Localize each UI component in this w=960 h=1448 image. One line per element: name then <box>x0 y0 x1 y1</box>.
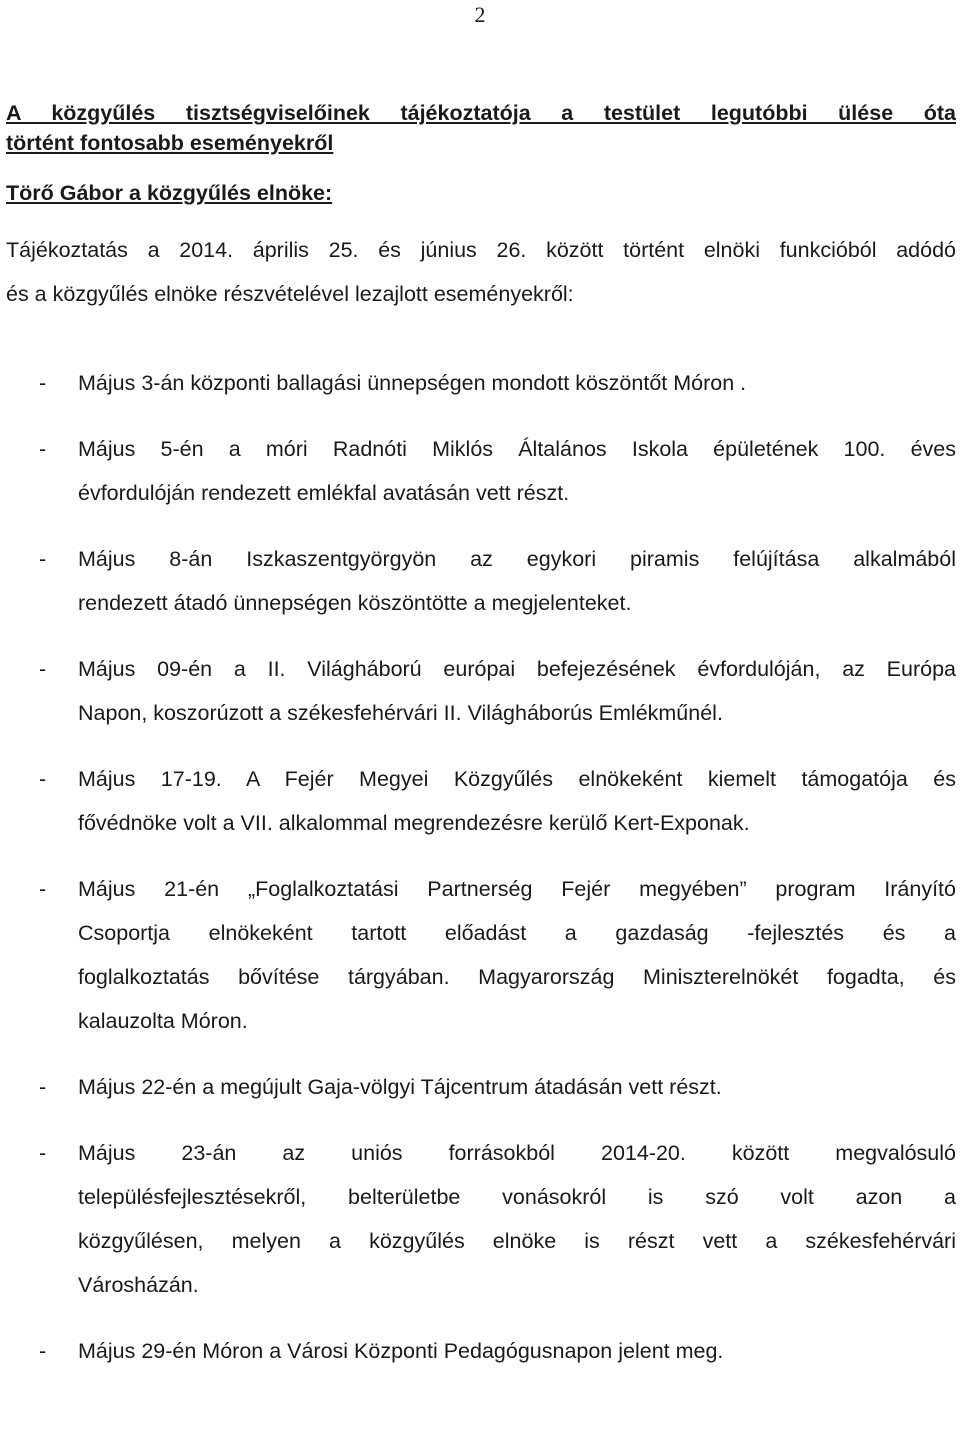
heading-line: történt fontosabb eseményekről <box>6 131 334 155</box>
list-dash: - <box>39 437 47 461</box>
list-item-line: Május 29-én Móron a Városi Központi Pedagógusnapon jelent meg. <box>78 1339 724 1363</box>
list-item-line: Május 8-án Iszkaszentgyörgyön az egykori piramis felújítása alkalmából <box>78 547 956 571</box>
list-item-line: Napon, koszorúzott a székesfehérvári II. Világháborús Emlékműnél. <box>78 701 723 725</box>
list-item-line: Május 5-én a móri Radnóti Miklós Általános Iskola épületének 100. éves <box>78 437 956 461</box>
list-item-line: Csoportja elnökeként tartott előadást a gazdaság -fejlesztés és a <box>78 921 956 945</box>
list-dash: - <box>39 1339 47 1363</box>
list-item-line: foglalkoztatás bővítése tárgyában. Magyarország Miniszterelnökét fogadta, és <box>78 965 956 989</box>
intro-line: és a közgyűlés elnöke részvételével lezajlott eseményekről: <box>6 282 574 306</box>
heading-line: A közgyűlés tisztségviselőinek tájékoztatója a testület legutóbbi ülése óta <box>6 101 956 125</box>
list-item-line: évfordulóján rendezett emlékfal avatásán vett részt. <box>78 481 570 505</box>
list-item <box>6 537 956 625</box>
list-dash: - <box>39 657 47 681</box>
list-item <box>6 427 956 515</box>
list-item-line: Május 3-án központi ballagási ünnepségen mondott köszöntőt Móron . <box>78 371 747 395</box>
list-item <box>6 1131 956 1307</box>
document-heading <box>6 98 956 158</box>
list-item-line: közgyűlésen, melyen a közgyűlés elnöke is részt vett a székesfehérvári <box>78 1229 956 1253</box>
list-item-line: Május 23-án az uniós forrásokból 2014-20. között megvalósuló <box>78 1141 956 1165</box>
list-dash: - <box>39 371 47 395</box>
document-body <box>6 98 956 1373</box>
list-item <box>6 361 956 405</box>
list-item <box>6 867 956 1043</box>
list-dash: - <box>39 547 47 571</box>
list-item <box>6 757 956 845</box>
list-item-line: településfejlesztésekről, belterületbe vonásokról is szó volt azon a <box>78 1185 956 1209</box>
list-item-line: rendezett átadó ünnepségen köszöntötte a megjelenteket. <box>78 591 632 615</box>
list-item-line: fővédnöke volt a VII. alkalommal megrendezésre kerülő Kert-Exponak. <box>78 811 750 835</box>
list-item-line: Május 17-19. A Fejér Megyei Közgyűlés elnökeként kiemelt támogatója és <box>78 767 956 791</box>
list-item <box>6 1065 956 1109</box>
page-number: 2 <box>474 2 486 27</box>
list-dash: - <box>39 1141 47 1165</box>
list-dash: - <box>39 1075 47 1099</box>
intro-paragraph <box>6 228 956 316</box>
list-dash: - <box>39 767 47 791</box>
list-item-line: Városházán. <box>78 1273 199 1297</box>
list-item-line: Május 21-én „Foglalkoztatási Partnerség Fejér megyében” program Irányító <box>78 877 956 901</box>
list-dash: - <box>39 877 47 901</box>
event-list <box>6 361 956 1373</box>
list-item-line: Május 22-én a megújult Gaja-völgyi Tájcentrum átadásán vett részt. <box>78 1075 722 1099</box>
list-item-line: kalauzolta Móron. <box>78 1009 248 1033</box>
list-item <box>6 1329 956 1373</box>
intro-line: Tájékoztatás a 2014. április 25. és június 26. között történt elnöki funkcióból adódó <box>6 238 956 262</box>
list-item-line: Május 09-én a II. Világháború európai befejezésének évfordulóján, az Európa <box>78 657 956 681</box>
section-subheading: Törő Gábor a közgyűlés elnöke: <box>6 181 333 205</box>
list-item <box>6 647 956 735</box>
